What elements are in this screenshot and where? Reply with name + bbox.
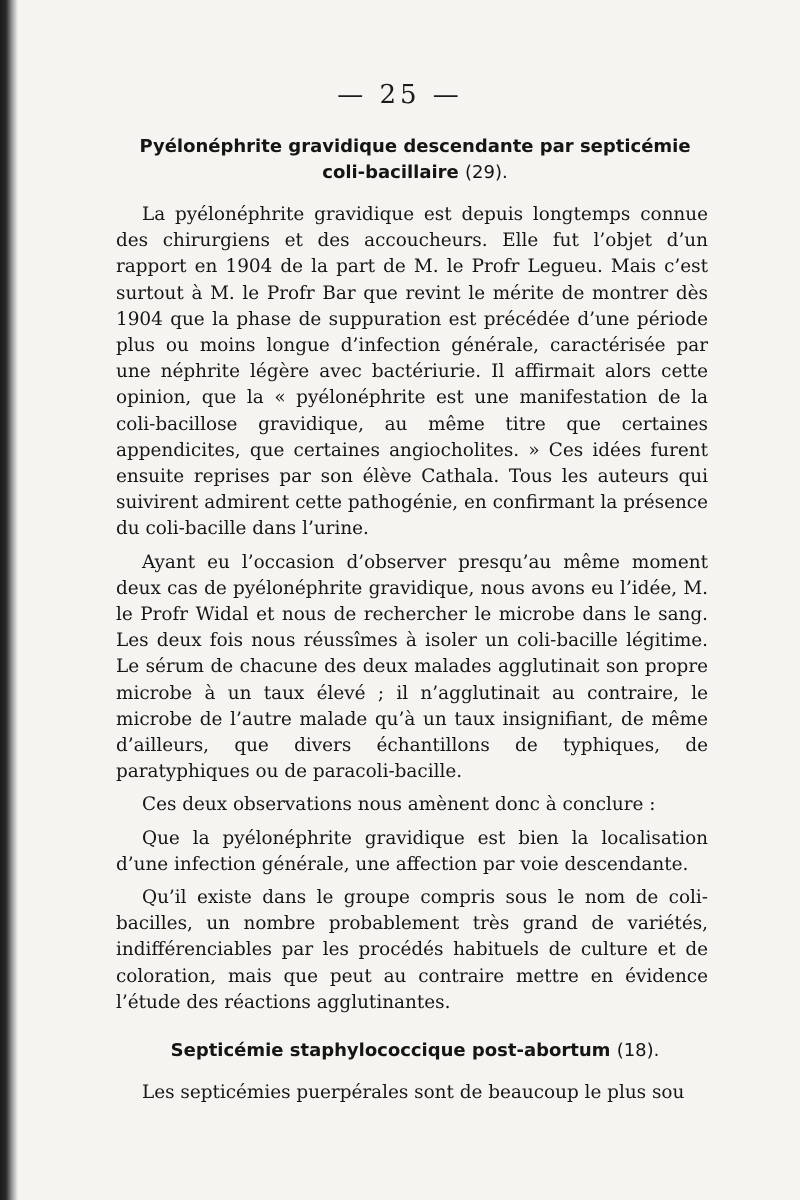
section-heading-reference: (18). (616, 1040, 660, 1061)
page-number: — 25 — (337, 80, 463, 110)
section-heading-text: Septicémie staphylococcique post-abortum (170, 1040, 611, 1061)
section-heading-reference: (29). (465, 162, 508, 183)
section-heading-septicemie (120, 1038, 710, 1064)
paragraph: Les septicémies puerpérales sont de beaucoup le plus sou (142, 1082, 685, 1103)
scan-binding-shadow (0, 0, 18, 1200)
paragraph: Ayant eu l’occasion d’observer presqu’au même moment deux cas de pyélonéphrite gravidique, nous avons eu l’idée, M. le Profr Widal et nous de rechercher le microbe dans le sang. Les deux fois nous réussîmes à isoler un coli-bacille légitime. Le sérum de chacune des deux malades agglutinait son propre microbe à un taux élevé ; il n’agglutinait au contraire, le microbe de l’autre malade qu’à un taux insignifiant, de même d’ailleurs, que divers échantillons de typhiques, de paratyphiques ou de paracoli-bacille. (116, 551, 708, 783)
section-heading-pyelonephrite (120, 134, 710, 186)
paragraph: La pyélonéphrite gravidique est depuis longtemps connue des chirurgiens et des accoucheurs. Elle fut l’objet d’un rapport en 1904 de la part de M. le Profr Legueu. Mais c’est surtout à M. le Profr Bar que revint le mérite de montrer dès 1904 que la phase de suppuration est précédée d’une période plus ou moins longue d’infection générale, caractérisée par une néphrite légère avec bactériurie. Il affirmait alors cette opinion, que la « pyélonéphrite est une manifestation de la coli-bacillose gravidique, au même titre que certaines appendicites, que certaines angiocholites. » Ces idées furent ensuite reprises par son élève Cathala. Tous les auteurs qui suivirent admirent cette pathogénie, en confirmant la présence du coli-bacille dans l’urine. (116, 204, 708, 540)
paragraph: Ces deux observations nous amènent donc à conclure : (142, 794, 656, 816)
section-body-2 (116, 1080, 708, 1106)
section-heading-line2 (120, 160, 710, 186)
paragraph: Que la pyélonéphrite gravidique est bien la localisation d’une infection générale, une affection par voie descendante. (116, 827, 708, 875)
section-body (116, 202, 708, 1016)
section-heading-line1: Pyélonéphrite gravidique descendante par septicémie (139, 136, 691, 157)
section-heading-line2-text: coli-bacillaire (322, 162, 459, 183)
paragraph: Qu’il existe dans le groupe compris sous le nom de coli-bacilles, un nombre probablement très grand de variétés, indifférenciables par les procédés habituels de culture et de coloration, mais que peut au contraire mettre en évidence l’étude des réactions agglutinantes. (116, 887, 708, 1013)
